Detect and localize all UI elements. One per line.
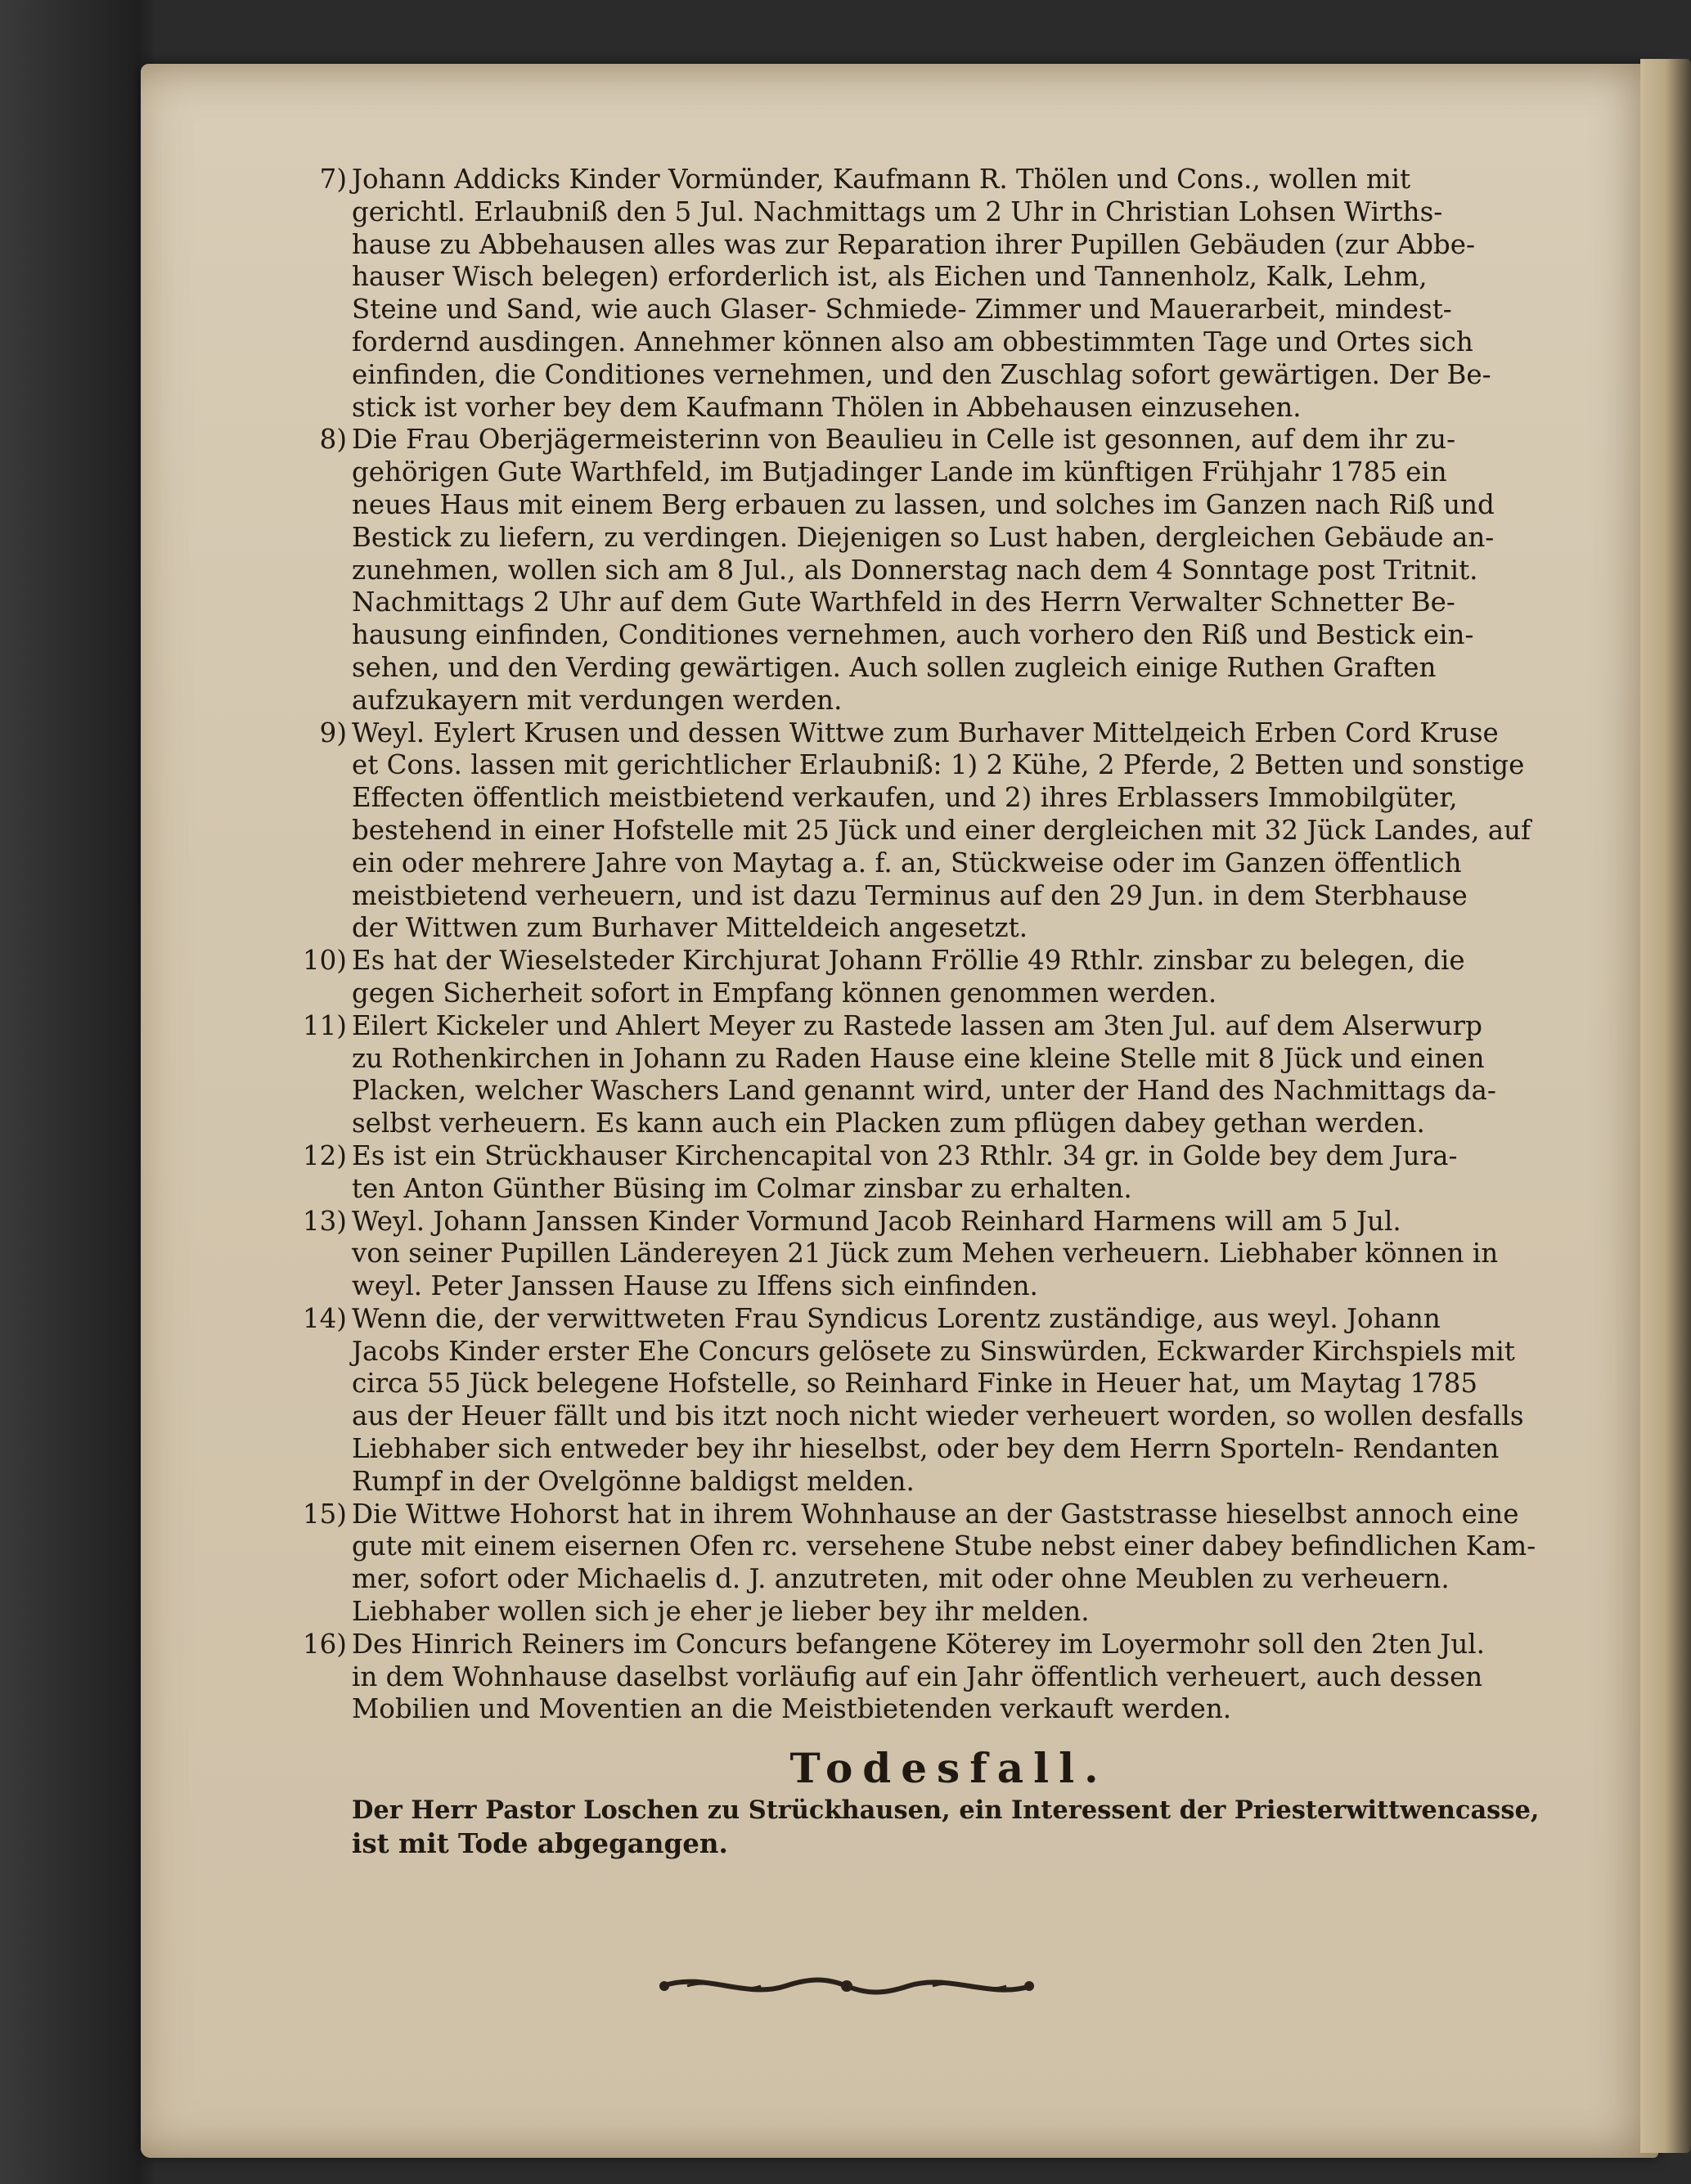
notice-number: 12)	[302, 1139, 347, 1171]
notice-line: gegen Sicherheit sofort in Empfang können genommen werden.	[352, 977, 1217, 1009]
ornament-divider-icon	[654, 1963, 1039, 2009]
next-page-edge	[1640, 59, 1691, 2153]
notice-line: zunehmen, wollen sich am 8 Jul., als Donnerstag nach dem 4 Sonntage post Tritnit.	[352, 554, 1478, 586]
notice-number: 14)	[302, 1302, 347, 1334]
notice-line: ten Anton Günther Büsing im Colmar zinsbar zu erhalten.	[352, 1172, 1132, 1204]
notice-line: Mobilien und Moventien an die Meistbietenden verkauft werden.	[352, 1693, 1232, 1725]
notice-line: hausung einfinden, Conditiones vernehmen, auch vorhero den Riß und Bestick ein-	[352, 619, 1474, 651]
notice-line: Weyl. Eylert Krusen und dessen Wittwe zum Burhaver Mittelдeich Erben Cord Kruse	[352, 717, 1499, 748]
notice-line: meistbietend verheuern, und ist dazu Terminus auf den 29 Jun. in dem Sterbhause	[352, 879, 1468, 911]
notice-line: selbst verheuern. Es kann auch ein Placken zum pflügen dabey gethan werden.	[352, 1108, 1425, 1139]
notice-line: Es hat der Wieselsteder Kirchjurat Johann Fröllie 49 Rthlr. zinsbar zu belegen, die	[352, 945, 1465, 977]
notice-line: Die Wittwe Hohorst hat in ihrem Wohnhause an der Gaststrasse hieselbst annoch eine	[352, 1498, 1519, 1530]
notice-entry	[302, 1302, 1546, 1499]
notice-list	[302, 164, 1546, 1726]
notice-number: 8)	[319, 424, 347, 456]
notice-line: von seiner Pupillen Ländereyen 21 Jück zum Mehen verheuern. Liebhaber können in	[352, 1238, 1499, 1270]
notice-line: stick ist vorher bey dem Kaufmann Thölen in Abbehausen einzusehen.	[352, 391, 1302, 423]
notice-line: Wenn die, der verwittweten Frau Syndicus Lorentz zuständige, aus weyl. Johann	[352, 1302, 1441, 1334]
notice-entry	[319, 717, 1546, 946]
notice-line: Des Hinrich Reiners im Concurs befangene Köterey im Loyermohr soll den 2ten Jul.	[352, 1628, 1485, 1660]
notice-line: bestehend in einer Hofstelle mit 25 Jück und einer dergleichen mit 32 Jück Landes, auf	[352, 814, 1531, 846]
death-notice-text	[352, 1795, 1546, 1860]
notice-line: Weyl. Johann Janssen Kinder Vormund Jacob Reinhard Harmens will am 5 Jul.	[352, 1205, 1401, 1237]
notice-entry	[302, 1628, 1546, 1726]
notice-line: circa 55 Jück belegene Hofstelle, so Reinhard Finke in Heuer hat, um Maytag 1785	[352, 1368, 1478, 1400]
notice-line: Johann Addicks Kinder Vormünder, Kaufmann R. Thölen und Cons., wollen mit	[352, 164, 1411, 195]
notice-line: in dem Wohnhause daselbst vorläufig auf ein Jahr öffentlich verheuert, auch dessen	[352, 1660, 1483, 1692]
notice-line: Bestick zu liefern, zu verdingen. Diejenigen so Lust haben, dergleichen Gebäude an-	[352, 521, 1495, 553]
death-notice-line: Der Herr Pastor Loschen zu Strückhausen, ein Interessent der Priesterwittwencasse,	[352, 1795, 1540, 1826]
notice-line: ein oder mehrere Jahre von Maytag a. f. an, Stückweise oder im Ganzen öffentlich	[352, 847, 1462, 879]
notice-entry	[302, 1498, 1546, 1629]
notice-line: weyl. Peter Janssen Hause zu Iffens sich einfinden.	[352, 1270, 1038, 1302]
notice-number: 11)	[302, 1009, 347, 1041]
notice-line: Eilert Kickeler und Ahlert Meyer zu Rastede lassen am 3ten Jul. auf dem Alserwurp	[352, 1009, 1482, 1041]
notice-line: aus der Heuer fällt und bis itzt noch nicht wieder verheuert worden, so wollen desfalls	[352, 1400, 1524, 1432]
notice-number: 15)	[302, 1498, 347, 1530]
notice-line: gute mit einem eisernen Ofen rc. versehene Stube nebst einer dabey befindlichen Kam-	[352, 1530, 1536, 1562]
notice-line: fordernd ausdingen. Annehmer können also am obbestimmten Tage und Ortes sich	[352, 326, 1473, 357]
notice-entry	[319, 424, 1546, 717]
notice-line: Liebhaber sich entweder bey ihr hieselbst, oder bey dem Herrn Sporteln- Rendanten	[352, 1433, 1500, 1465]
notice-line: Es ist ein Strückhauser Kirchencapital von 23 Rthlr. 34 gr. in Golde bey dem Jura-	[352, 1139, 1458, 1171]
notice-entry	[302, 1139, 1546, 1206]
notice-entry	[319, 164, 1546, 424]
notice-line: et Cons. lassen mit gerichtlicher Erlaubniß: 1) 2 Kühe, 2 Pferde, 2 Betten und sonstige	[352, 749, 1525, 781]
notice-line: gehörigen Gute Warthfeld, im Butjadinger Lande im künftigen Frühjahr 1785 ein	[352, 456, 1447, 488]
notice-line: hauser Wisch belegen) erforderlich ist, als Eichen und Tannenholz, Kalk, Lehm,	[352, 261, 1428, 293]
notice-line: zu Rothenkirchen in Johann zu Raden Hause eine kleine Stelle mit 8 Jück und einen	[352, 1042, 1485, 1074]
notice-line: Die Frau Oberjägermeisterinn von Beaulieu in Celle ist gesonnen, auf dem ihr zu-	[352, 424, 1456, 456]
notice-entry	[302, 945, 1546, 1010]
notice-number: 9)	[319, 717, 347, 748]
notice-line: Jacobs Kinder erster Ehe Concurs gelösete zu Sinswürden, Eckwarder Kirchspiels mit	[352, 1335, 1515, 1367]
notice-number: 10)	[302, 945, 347, 977]
page-text	[302, 164, 1546, 1860]
notice-line: einfinden, die Conditiones vernehmen, und den Zuschlag sofort gewärtigen. Der Be-	[352, 358, 1491, 390]
death-notice-heading: Todesfall.	[789, 1744, 1109, 1793]
notice-line: aufzukayern mit verdungen werden.	[352, 684, 843, 716]
notice-number: 13)	[302, 1205, 347, 1237]
notice-line: gerichtl. Erlaubniß den 5 Jul. Nachmittags um 2 Uhr in Christian Lohsen Wirths-	[352, 195, 1443, 227]
notice-line: der Wittwen zum Burhaver Mitteldeich angesetzt.	[352, 912, 1028, 944]
notice-number: 7)	[319, 164, 347, 195]
notice-line: hause zu Abbehausen alles was zur Reparation ihrer Pupillen Gebäuden (zur Abbe-	[352, 228, 1475, 260]
notice-line: Nachmittags 2 Uhr auf dem Gute Warthfeld in des Herrn Verwalter Schnetter Be-	[352, 586, 1455, 618]
notice-entry	[302, 1009, 1546, 1140]
notice-line: neues Haus mit einem Berg erbauen zu lassen, und solches im Ganzen nach Riß und	[352, 488, 1495, 520]
notice-line: sehen, und den Verding gewärtigen. Auch sollen zugleich einige Ruthen Graften	[352, 651, 1437, 683]
notice-line: Steine und Sand, wie auch Glaser- Schmiede- Zimmer und Mauerarbeit, mindest-	[352, 294, 1452, 326]
notice-number: 16)	[302, 1628, 347, 1660]
notice-line: Liebhaber wollen sich je eher je lieber bey ihr melden.	[352, 1596, 1090, 1628]
notice-line: Rumpf in der Ovelgönne baldigst melden.	[352, 1465, 915, 1497]
notice-entry	[302, 1205, 1546, 1303]
death-notice-line: ist mit Tode abgegangen.	[352, 1827, 728, 1860]
notice-line: Effecten öffentlich meistbietend verkaufen, und 2) ihres Erblassers Immobilgüter,	[352, 782, 1458, 814]
notice-line: mer, sofort oder Michaelis d. J. anzutreten, mit oder ohne Meublen zu verheuern.	[352, 1563, 1450, 1595]
notice-line: Placken, welcher Waschers Land genannt wird, unter der Hand des Nachmittags da-	[352, 1075, 1496, 1107]
